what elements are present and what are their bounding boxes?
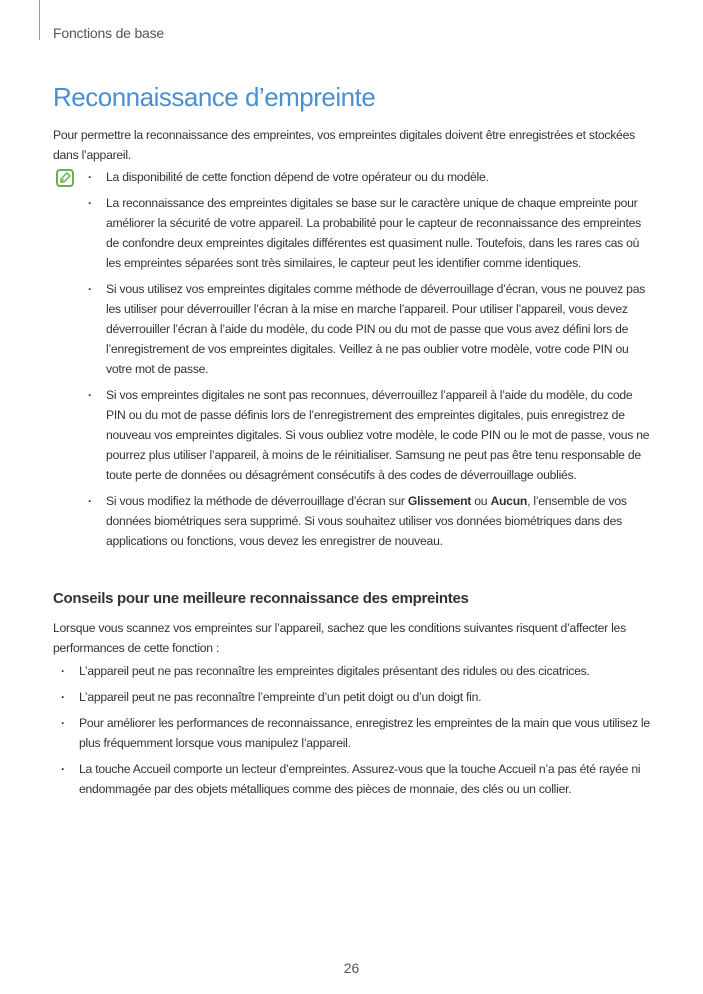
- tips-intro: Lorsque vous scannez vos empreintes sur l’appareil, sachez que les conditions suivantes risquent d’affecter les performances de cette fonction :: [53, 621, 626, 655]
- tip-item: · L’appareil peut ne pas reconnaître les empreintes digitales présentant des ridules ou des cicatrices.: [61, 661, 656, 681]
- intro-paragraph: Pour permettre la reconnaissance des empreintes, vos empreintes digitales doivent être enregistrées et stockées dans l’appareil.: [53, 128, 635, 162]
- note-item: · Si vous utilisez vos empreintes digitales comme méthode de déverrouillage d’écran, vous ne pouvez pas les utiliser pour déverrouiller l’écran à la mise en marche l’appareil. Pour utiliser l’appareil, vous devez déverrouiller l’écran à l’aide du modèle, du code PIN ou du mot de passe que vous avez défini lors de l’enregistrement de vos empreintes digitales. Veillez à ne pas oublier votre modèle, votre code PIN ou votre mot de passe.: [88, 279, 653, 379]
- tips-list: [61, 661, 656, 805]
- tip-item: · La touche Accueil comporte un lecteur d’empreintes. Assurez-vous que la touche Accueil n’a pas été rayée ni endommagée par des objets métalliques comme des pièces de monnaie, des clés ou un collier.: [61, 759, 656, 799]
- notes-list: [88, 167, 653, 557]
- page-number: 26: [343, 960, 360, 976]
- tips-heading: Conseils pour une meilleure reconnaissance des empreintes: [53, 590, 469, 607]
- page-title: Reconnaissance d’empreinte: [53, 82, 376, 112]
- tip-item: · L’appareil peut ne pas reconnaître l’empreinte d’un petit doigt ou d’un doigt fin.: [61, 687, 656, 707]
- section-header: Fonctions de base: [53, 25, 165, 41]
- note-item: · La disponibilité de cette fonction dépend de votre opérateur ou du modèle.: [88, 167, 653, 187]
- option-glissement: Glissement: [407, 494, 472, 508]
- option-aucun: Aucun: [490, 494, 528, 508]
- note-item: · La reconnaissance des empreintes digitales se base sur le caractère unique de chaque empreinte pour améliorer la sécurité de votre appareil. La probabilité pour le capteur de reconnaissance des empreintes de confondre deux empreintes digitales différentes est quasiment nulle. Toutefois, dans les rares cas où les empreintes séparées sont très similaires, le capteur peut les identifier comme identiques.: [88, 193, 653, 273]
- note-item: · Si vous modifiez la méthode de déverrouillage d’écran sur Glissement ou Aucun, l’ensemble de vos données biométriques sera supprimé. Si vous souhaitez utiliser vos données biométriques dans des applications ou fonctions, vous devez les enregistrer de nouveau.: [88, 491, 653, 551]
- tip-item: · Pour améliorer les performances de reconnaissance, enregistrez les empreintes de la main que vous utilisez le plus fréquemment lorsque vous manipulez l’appareil.: [61, 713, 656, 753]
- note-pencil-icon: [56, 169, 74, 187]
- header-rule: [39, 0, 40, 40]
- note-item: · Si vos empreintes digitales ne sont pas reconnues, déverrouillez l’appareil à l’aide du modèle, du code PIN ou du mot de passe définis lors de l’enregistrement des empreintes digitales, puis enregistrez de nouveau vos empreintes digitales. Si vous oubliez votre modèle, le code PIN ou le mot de passe, vous ne pourrez plus utiliser l’appareil, à moins de le réinitialiser. Samsung ne peut pas être tenu responsable de toute perte de données ou désagrément consécutifs à des codes de déverrouillage oubliés.: [88, 385, 653, 485]
